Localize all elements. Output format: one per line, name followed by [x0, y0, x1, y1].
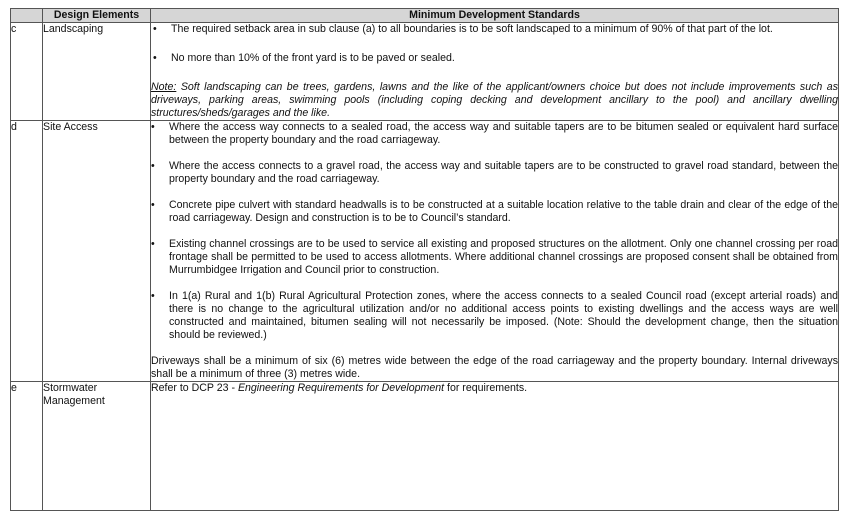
list-item — [151, 52, 838, 65]
row-letter: e — [11, 382, 43, 511]
reference-document-title: Engineering Requirements for Development — [237, 382, 445, 394]
stormwater-reference — [151, 382, 838, 395]
element-name: Landscaping — [43, 23, 151, 121]
standards-cell — [151, 382, 839, 511]
row-landscaping — [11, 23, 839, 121]
list-item — [151, 199, 838, 225]
bullet-text: Existing channel crossings are to be used to service all existing and proposed structures on the allotment. Only one channel crossing per road frontage shall be permitted to be used to access allotments. Where additional channel crossings are proposed consent shall be obtained from Murrumbidgee Irrigation and Council prior to construction. — [169, 238, 838, 276]
bullet-icon: • — [151, 121, 155, 133]
bullet-icon: • — [153, 23, 157, 35]
standards-cell — [151, 121, 839, 382]
reference-prefix: Refer to DCP 23 - — [151, 382, 238, 394]
bullet-text: The required setback area in sub clause (a) to all boundaries is to be soft landscaped to a minimum of 90% of that part of the lot. — [171, 23, 773, 35]
bullet-text: No more than 10% of the front yard is to be paved or sealed. — [171, 52, 455, 64]
development-standards-table — [10, 8, 839, 511]
bullet-icon: • — [153, 52, 157, 64]
bullet-icon: • — [151, 199, 155, 211]
bullet-text: In 1(a) Rural and 1(b) Rural Agricultural Protection zones, where the access connects to a sealed Council road (except arterial roads) and there is no change to the agricultural utilization and/or no additional access points to existing dwellings and the access ways are well constructed and maintained, bitumen sealing will not necessarily be imposed. (Note: Should the development change, then the situation should be reviewed.) — [169, 290, 838, 341]
note-label: Note: — [151, 81, 177, 93]
row-letter: c — [11, 23, 43, 121]
bullet-icon: • — [151, 238, 155, 250]
element-name: Site Access — [43, 121, 151, 382]
element-name: Stormwater Management — [43, 382, 151, 511]
bullet-text: Where the access way connects to a sealed road, the access way and suitable tapers are to be bitumen sealed or equivalent hard surface between the property boundary and the road carriageway. — [169, 121, 838, 146]
list-item — [151, 238, 838, 277]
header-minimum-standards: Minimum Development Standards — [151, 9, 839, 23]
reference-suffix: for requirements. — [444, 382, 528, 394]
driveway-width-text: Driveways shall be a minimum of six (6) metres wide between the edge of the road carriageway and the property boundary. Internal driveways shall be a minimum of three (3) metres wide. — [151, 355, 838, 380]
row-stormwater — [11, 382, 839, 511]
row-letter: d — [11, 121, 43, 382]
row-site-access — [11, 121, 839, 382]
header-blank — [11, 9, 43, 23]
bullet-text: Concrete pipe culvert with standard headwalls is to be constructed at a suitable location relative to the table drain and clear of the edge of the road carriageway. Design and construction is to be to Council’s standard. — [169, 199, 838, 224]
landscaping-note — [151, 81, 838, 120]
bullet-icon: • — [151, 160, 155, 172]
header-row — [11, 9, 839, 23]
list-item — [151, 160, 838, 186]
bullet-icon: • — [151, 290, 155, 302]
header-design-elements: Design Elements — [43, 9, 151, 23]
list-item — [151, 121, 838, 147]
note-text: Soft landscaping can be trees, gardens, lawns and the like of the applicant/owners choice but does not include improvements such as driveways, parking areas, swimming pools (including coping decking and development ancillary to the pool) and ancillary dwelling structures/sheds/garages and the like. — [151, 81, 838, 119]
list-item — [151, 23, 838, 36]
bullet-text: Where the access connects to a gravel road, the access way and suitable tapers are to be constructed to gravel road standard, between the property boundary and the road carriageway. — [169, 160, 838, 185]
list-item — [151, 290, 838, 342]
standards-cell — [151, 23, 839, 121]
